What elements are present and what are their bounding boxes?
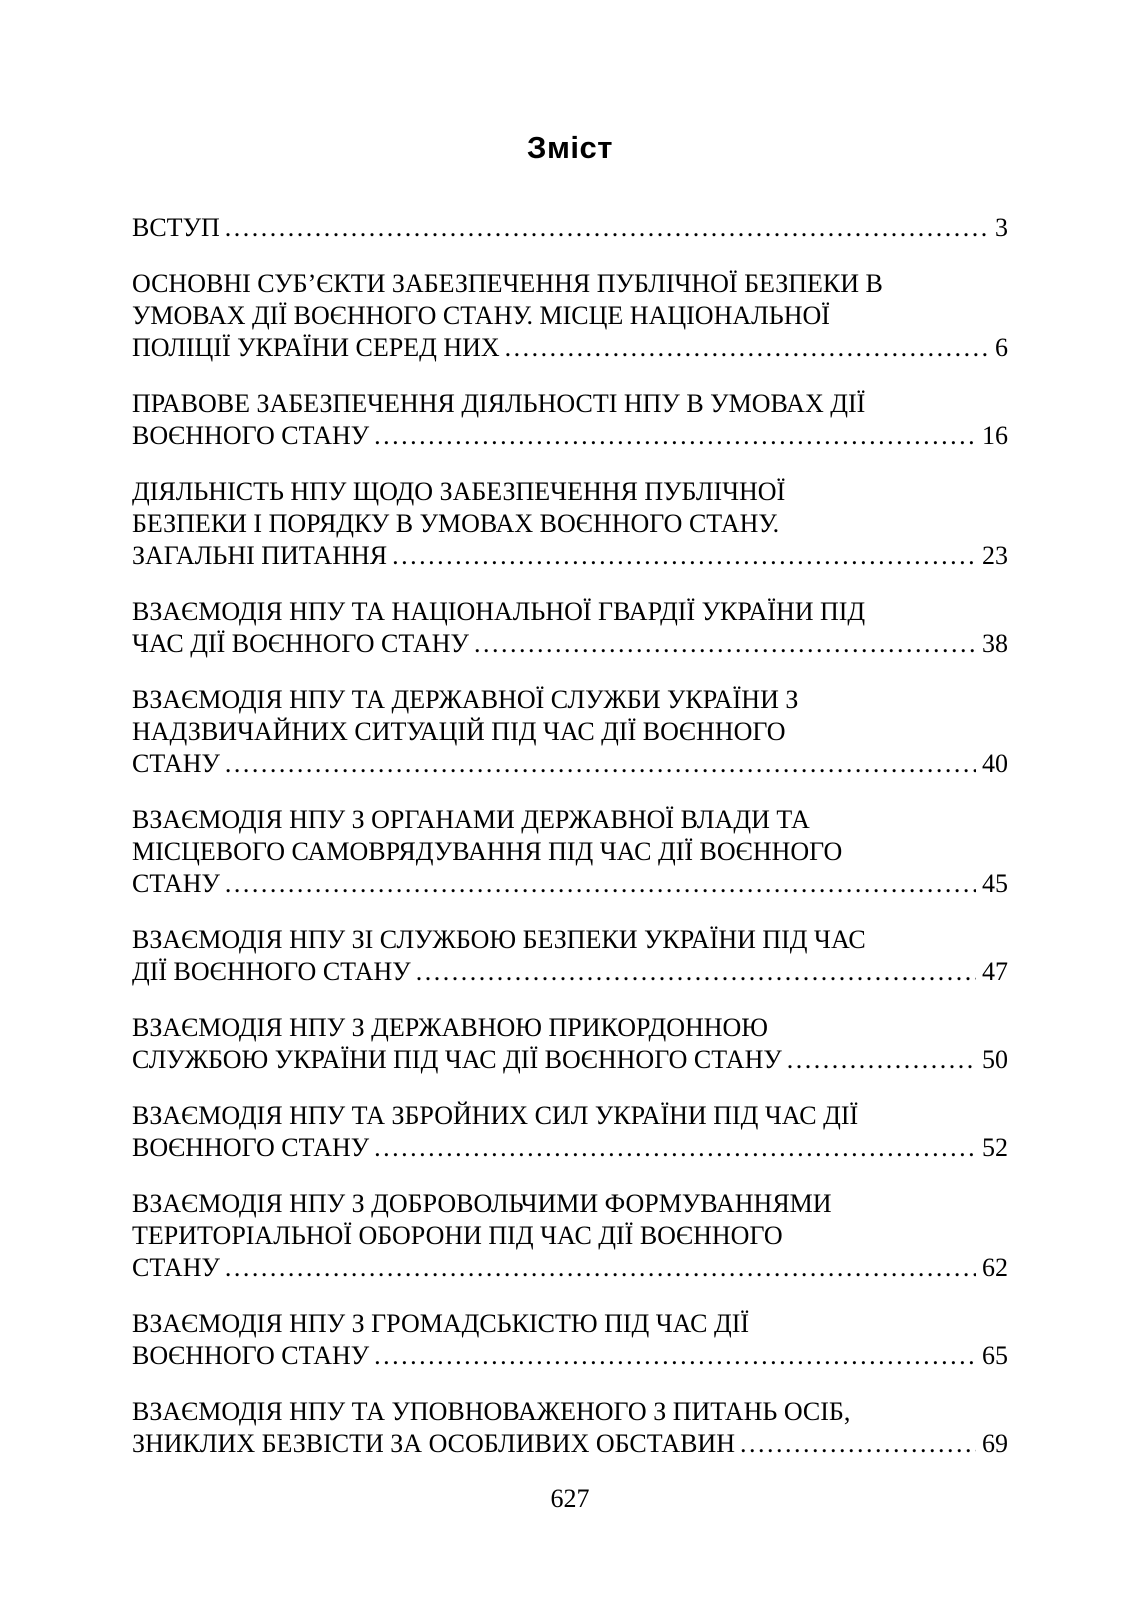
toc-entry-last-line bbox=[132, 956, 1008, 988]
toc-entry-line: ВЗАЄМОДІЯ НПУ З ДЕРЖАВНОЮ ПРИКОРДОННОЮ bbox=[132, 1013, 769, 1042]
toc-entry-line: ВОЄННОГО СТАНУ bbox=[132, 1341, 370, 1370]
toc-page-number: 52 bbox=[982, 1133, 1008, 1162]
toc-entry-last-line bbox=[132, 1044, 1008, 1076]
dot-leader bbox=[392, 540, 976, 572]
toc-entry-line: ВСТУП bbox=[132, 213, 220, 242]
toc-page-number: 65 bbox=[982, 1341, 1008, 1370]
toc-entry-line: БЕЗПЕКИ І ПОРЯДКУ В УМОВАХ ВОЄННОГО СТАНУ. bbox=[132, 509, 780, 538]
toc-entry-line: ЧАС ДІЇ ВОЄННОГО СТАНУ bbox=[132, 629, 469, 658]
toc-entry-last-line bbox=[132, 748, 1008, 780]
toc-entry-last-line bbox=[132, 1340, 1008, 1372]
toc-page-number: 47 bbox=[982, 957, 1008, 986]
page-title: Зміст bbox=[527, 130, 613, 165]
toc-entry bbox=[132, 596, 1008, 660]
toc-entry-line: ДІЇ ВОЄННОГО СТАНУ bbox=[132, 957, 411, 986]
dot-leader bbox=[474, 628, 976, 660]
toc-entry bbox=[132, 268, 1008, 364]
toc-entry-line: ОСНОВНІ СУБ’ЄКТИ ЗАБЕЗПЕЧЕННЯ ПУБЛІЧНОЇ БЕЗПЕКИ В bbox=[132, 269, 883, 298]
dot-leader bbox=[787, 1044, 976, 1076]
toc-page-number: 69 bbox=[982, 1429, 1008, 1458]
toc-page-number: 50 bbox=[982, 1045, 1008, 1074]
toc-entry-line: ВЗАЄМОДІЯ НПУ ТА НАЦІОНАЛЬНОЇ ГВАРДІЇ УКРАЇНИ ПІД bbox=[132, 597, 866, 626]
toc-page-number: 16 bbox=[982, 421, 1008, 450]
toc-entry bbox=[132, 1012, 1008, 1076]
toc-entry-line: МІСЦЕВОГО САМОВРЯДУВАННЯ ПІД ЧАС ДІЇ ВОЄННОГО bbox=[132, 837, 843, 866]
dot-leader bbox=[740, 1428, 976, 1460]
dot-leader bbox=[416, 956, 976, 988]
toc-entry bbox=[132, 684, 1008, 780]
toc-entry bbox=[132, 212, 1008, 244]
toc-entry-last-line bbox=[132, 420, 1008, 452]
toc-entry-line: СТАНУ bbox=[132, 1253, 220, 1282]
toc-entry-line: ПРАВОВЕ ЗАБЕЗПЕЧЕННЯ ДІЯЛЬНОСТІ НПУ В УМОВАХ ДІЇ bbox=[132, 389, 866, 418]
dot-leader bbox=[225, 212, 989, 244]
toc-entry-line: ЗНИКЛИХ БЕЗВІСТИ ЗА ОСОБЛИВИХ ОБСТАВИН bbox=[132, 1429, 735, 1458]
toc-entry-line: ВЗАЄМОДІЯ НПУ З ОРГАНАМИ ДЕРЖАВНОЇ ВЛАДИ ТА bbox=[132, 805, 810, 834]
toc-entry-line: ВЗАЄМОДІЯ НПУ З ГРОМАДСЬКІСТЮ ПІД ЧАС ДІЇ bbox=[132, 1309, 750, 1338]
toc-entry bbox=[132, 1308, 1008, 1372]
toc-entry-last-line bbox=[132, 540, 1008, 572]
toc-page-number: 6 bbox=[995, 333, 1008, 362]
toc-entry-line: ВОЄННОГО СТАНУ bbox=[132, 421, 370, 450]
dot-leader bbox=[374, 420, 976, 452]
toc-entry-line: ТЕРИТОРІАЛЬНОЇ ОБОРОНИ ПІД ЧАС ДІЇ ВОЄННОГО bbox=[132, 1221, 783, 1250]
toc-entry-line: СЛУЖБОЮ УКРАЇНИ ПІД ЧАС ДІЇ ВОЄННОГО СТАНУ bbox=[132, 1045, 782, 1074]
toc-entry-last-line bbox=[132, 1252, 1008, 1284]
toc-entry-last-line bbox=[132, 1428, 1008, 1460]
toc-entry-last-line bbox=[132, 628, 1008, 660]
toc-page-number: 40 bbox=[982, 749, 1008, 778]
toc-entry-line: ВЗАЄМОДІЯ НПУ З ДОБРОВОЛЬЧИМИ ФОРМУВАННЯМИ bbox=[132, 1189, 832, 1218]
toc-page-number: 38 bbox=[982, 629, 1008, 658]
toc-page-number: 62 bbox=[982, 1253, 1008, 1282]
toc-page-number: 23 bbox=[982, 541, 1008, 570]
toc-entry bbox=[132, 1100, 1008, 1164]
toc-entry-line: ВЗАЄМОДІЯ НПУ ТА ДЕРЖАВНОЇ СЛУЖБИ УКРАЇНИ З bbox=[132, 685, 799, 714]
toc-entry-last-line bbox=[132, 1132, 1008, 1164]
toc-entry bbox=[132, 924, 1008, 988]
toc-entry-line: ВЗАЄМОДІЯ НПУ ТА ЗБРОЙНИХ СИЛ УКРАЇНИ ПІД ЧАС ДІЇ bbox=[132, 1101, 859, 1130]
toc-entry-line: ВЗАЄМОДІЯ НПУ ТА УПОВНОВАЖЕНОГО З ПИТАНЬ ОСІБ, bbox=[132, 1397, 851, 1426]
toc-entry-line: ВОЄННОГО СТАНУ bbox=[132, 1133, 370, 1162]
dot-leader bbox=[374, 1132, 976, 1164]
dot-leader bbox=[374, 1340, 976, 1372]
toc-entry-line: СТАНУ bbox=[132, 869, 220, 898]
toc-entry-line: ДІЯЛЬНІСТЬ НПУ ЩОДО ЗАБЕЗПЕЧЕННЯ ПУБЛІЧНОЇ bbox=[132, 477, 786, 506]
toc-page-number: 3 bbox=[995, 213, 1008, 242]
toc-entry-last-line bbox=[132, 212, 1008, 244]
toc-entry bbox=[132, 804, 1008, 900]
toc-entry-line: ВЗАЄМОДІЯ НПУ ЗІ СЛУЖБОЮ БЕЗПЕКИ УКРАЇНИ ПІД ЧАС bbox=[132, 925, 866, 954]
toc-list bbox=[132, 212, 1008, 1460]
dot-leader bbox=[225, 748, 976, 780]
dot-leader bbox=[225, 1252, 976, 1284]
dot-leader bbox=[505, 332, 989, 364]
dot-leader bbox=[225, 868, 976, 900]
footer-page-number: 627 bbox=[550, 1484, 590, 1513]
toc-entry-line: УМОВАХ ДІЇ ВОЄННОГО СТАНУ. МІСЦЕ НАЦІОНАЛЬНОЇ bbox=[132, 301, 830, 330]
toc-entry-line: НАДЗВИЧАЙНИХ СИТУАЦІЙ ПІД ЧАС ДІЇ ВОЄННОГО bbox=[132, 717, 786, 746]
toc-entry-line: ЗАГАЛЬНІ ПИТАННЯ bbox=[132, 541, 388, 570]
toc-entry-last-line bbox=[132, 868, 1008, 900]
toc-entry bbox=[132, 476, 1008, 572]
toc-entry bbox=[132, 1396, 1008, 1460]
toc-page-number: 45 bbox=[982, 869, 1008, 898]
toc-entry bbox=[132, 1188, 1008, 1284]
toc-entry-line: СТАНУ bbox=[132, 749, 220, 778]
toc-entry bbox=[132, 388, 1008, 452]
toc-entry-last-line bbox=[132, 332, 1008, 364]
toc-entry-line: ПОЛІЦІЇ УКРАЇНИ СЕРЕД НИХ bbox=[132, 333, 500, 362]
